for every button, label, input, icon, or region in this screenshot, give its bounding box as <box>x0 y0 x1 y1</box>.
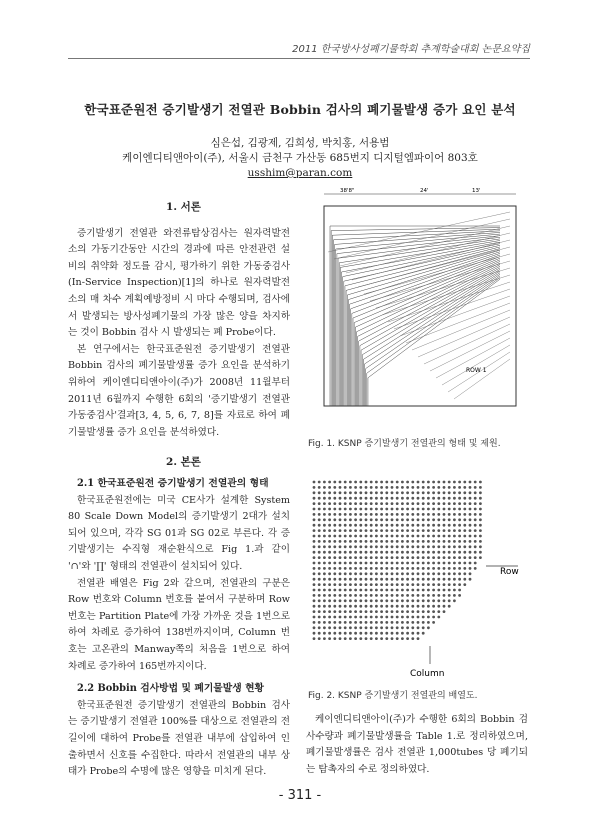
affiliation: 케이엔디티앤아이(주), 서울시 금천구 가산동 685번지 디지털엠파이어 803호 <box>122 152 478 164</box>
figure-2-caption: Fig. 2. KSNP 증기발생기 전열관의 배열도. <box>308 691 478 701</box>
figure-1-caption: Fig. 1. KSNP 증기발생기 전열관의 형태 및 제원. <box>308 439 501 449</box>
section-2-1-paragraph-1: 한국표준원전에는 미국 CE사가 설계한 System 80 Scale Down Model의 증기발생기 2대가 설치되어 있으며, 각각 SG 01과 SG 02로 부른다. 각 증기발생기는 수직형 재순환식으로 Fig 1.과 같이 '∩'와 '∏' 형태의 전열관이 설치되어 있다. <box>68 494 290 572</box>
author-names: 심은섭, 김광제, 김희성, 박치홍, 서용범 <box>210 137 390 149</box>
running-header: 2011 한국방사성폐기물학회 추계학술대회 논문요약집 <box>292 44 530 55</box>
right-column-body <box>306 712 528 778</box>
left-column-body <box>68 476 290 781</box>
fig1-row1-label: ROW 1 <box>466 367 487 374</box>
section-2-2-paragraph-1: 한국표준원전 증기발생기 전열관의 Bobbin 검사는 증기발생기 전열관 100%를 대상으로 전열관의 전 길이에 대하여 Probe를 전열관 내부에 삽입하여 인출하면서 신호를 수집한다. 따라서 전열관의 내부 상태가 Probe의 수명에 많은 영향을 미치게 된다. <box>68 699 290 778</box>
section-2-2-paragraph-2: 케이엔디티앤아이(주)가 수행한 6회의 Bobbin 검사수량과 폐기물발생률을 Table 1.로 정리하였으며, 폐기물발생률은 검사 전열관 1,000tubes 당 폐기되는 탐촉자의 수로 정의하였다. <box>306 714 528 775</box>
paper-title: 한국표준원전 증기발생기 전열관 Bobbin 검사의 폐기물발생 증가 요인 분석 <box>84 102 516 117</box>
fig2-tube-dots <box>313 481 482 640</box>
figure-1-tube-bundle <box>300 186 532 416</box>
fig1-dim-label-3: 13' <box>472 188 481 194</box>
section-2-1-heading: 2.1 한국표준원전 증기발생기 전열관의 형태 <box>77 478 269 489</box>
author-email-link[interactable]: usshim@paran.com <box>247 167 353 179</box>
left-column-intro <box>68 199 290 441</box>
header-rule <box>68 58 530 59</box>
fig2-row-label: Row <box>500 567 519 577</box>
section-1-heading: 1. 서론 <box>166 201 201 213</box>
section-1-paragraph-2: 본 연구에서는 한국표준원전 증기발생기 전열관 Bobbin 검사의 폐기물발생률 증가 요인을 분석하기 위하여 케이엔디티앤아이(주)가 2008년 11월부터 2011년 6월까지 수행한 6회의 '증기발생기 전열관 가동중검사'결과[3, 4, 5, 6, 7, 8]를 자료로 하여 폐기물발생률 증가 요인을 분석하였다. <box>68 343 290 438</box>
section-2-1-paragraph-2: 전열관 배열은 Fig 2와 같으며, 전열관의 구분은 Row 번호와 Column 번호를 붙여서 구분하며 Row 번호는 Partition Plate에 가장 가까운 것을 1번으로 하여 차례로 증가하여 138번까지이며, Column 번호는 고온관의 Manway쪽의 처음을 1번으로 하여 차례로 증가하여 165번까지이다. <box>68 577 290 672</box>
fig1-dim-label-1: 38'8" <box>340 188 355 194</box>
section-2-heading-wrap <box>68 454 290 471</box>
page-number: - 311 - <box>278 788 322 803</box>
section-1-paragraph-1: 증기발생기 전열관 와전류탐상검사는 원자력발전소의 가동기간동안 시간의 경과에 따른 안전관련 설비의 취약화 정도를 감시, 평가하기 위한 가동중검사(In-Service Inspection)[1]의 하나로 원자력발전소의 매 차수 계획예방정비 시 마다 수행되며, 검사에서 발생되는 방사성폐기물의 가장 많은 양을 차지하는 것이 Bobbin 검사 시 발생되는 폐 Probe이다. <box>68 227 290 339</box>
section-2-2-heading: 2.2 Bobbin 검사방법 및 폐기물발생 현황 <box>77 683 265 695</box>
fig2-column-label: Column <box>410 669 445 679</box>
section-2-heading: 2. 본론 <box>166 456 201 468</box>
figure-2-tube-array <box>300 468 532 680</box>
fig1-tube-lines <box>328 212 510 406</box>
author-block <box>0 136 600 181</box>
fig1-dim-label-2: 24' <box>420 188 429 194</box>
